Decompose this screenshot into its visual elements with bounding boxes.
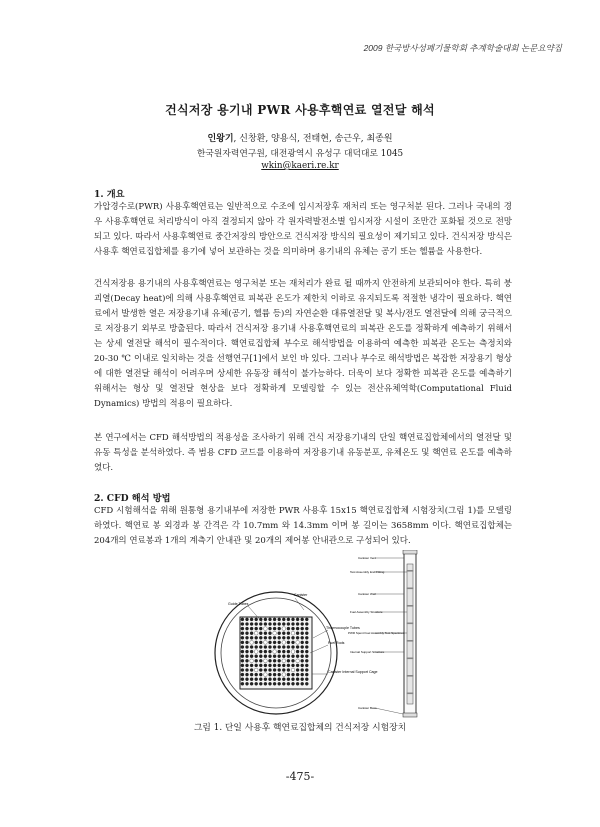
fuel-rod <box>282 664 285 667</box>
guide-tube <box>264 659 268 663</box>
fuel-rod <box>301 682 304 685</box>
fuel-rod <box>250 655 253 658</box>
paragraph-overview-1: 가압경수로(PWR) 사용후핵연료는 일반적으로 수조에 임시저장후 재처리 또는 영구처분 된다. 그러나 국내의 경우 사용후핵연료 처리방식이 아직 결정되지 않아 각 원자력발전소별 임시저장 시설이 조만간 포화될 것으로 전망되고 있다. 따라서 사용후핵연료 중간저장의 방안으로 건식저장 방식의 필요성이 제기되고 있다. 건식저장 방식은 사용후 핵연료집합체를 용기에 넣어 보관하는 것을 의미하며 용기내의 유체는 공기 또는 헬륨을 사용한다. <box>94 202 512 257</box>
canister-top-cap <box>403 550 417 554</box>
fuel-rod <box>268 659 271 662</box>
fuel-rod <box>305 645 308 648</box>
fuel-rod <box>278 645 281 648</box>
fuel-rod <box>268 650 271 653</box>
fuel-rod <box>282 632 285 635</box>
guide-tube <box>291 631 295 635</box>
fuel-rod <box>291 655 294 658</box>
spacer-grid <box>407 570 414 572</box>
fuel-rod <box>245 655 248 658</box>
fuel-rod <box>241 673 244 676</box>
section-heading-overview: 1. 개요 <box>94 189 125 200</box>
fuel-rod <box>245 632 248 635</box>
fuel-rod <box>259 627 262 630</box>
fuel-rod <box>305 641 308 644</box>
fuel-rod <box>282 655 285 658</box>
fuel-rod <box>268 632 271 635</box>
paragraph-overview-2: 건식저장용 용기내의 사용후핵연료는 영구처분 또는 재처리가 완료 될 때까지 안전하게 보관되어야 한다. 특히 붕괴열(Decay heat)에 의해 사용후핵연료 피복관 온도가 제한치 이하로 유지되도록 적절한 냉각이 필요하다. 핵연료에서 발생한 열은 저장용기내 유체(공기, 헬륨 등)의 자연순환 대류열전달 및 복사/전도 열전달에 의해 궁극적으로 저장용기 외부로 방출된다. 따라서 건식저장 용기내 사용후핵연료의 피복관 온도를 정확하게 예측하기 위해서는 상세 열전달 해석이 필수적이다. 핵연료집합체 부수로 해석방법을 이용하여 예측한 피복관 온도는 측정치와 20-30 ℃ 이내로 일치하는 것을 선행연구[1]에서 보인 바 있다. 그러나 부수로 해석방법은 복잡한 저장용기 형상에 대한 열전달 해석이 어려우며 상세한 유동장 해석이 불가능하다. 더욱이 보다 정확한 피복관 온도를 예측하기 위해서는 형상 및 열전달 현상을 보다 정확하게 모델링할 수 있는 전산유체역학(Computational Fluid Dynamics) 방법의 적용이 필요하다. <box>94 279 512 409</box>
label-end-fitting: Test Assembly End Fitting <box>350 570 385 574</box>
author-list <box>0 131 600 144</box>
page-number: -475- <box>285 770 315 783</box>
fuel-rod <box>273 645 276 648</box>
fuel-rod <box>301 618 304 621</box>
guide-tube <box>254 631 258 635</box>
fuel-rod <box>250 678 253 681</box>
guide-tube <box>254 650 258 654</box>
fuel-rod <box>278 655 281 658</box>
fuel-rod <box>264 682 267 685</box>
corresponding-author: 인왕기 <box>207 134 234 144</box>
guide-tube <box>296 641 300 645</box>
fuel-rod <box>305 627 308 630</box>
fuel-rod <box>296 632 299 635</box>
fuel-rod <box>296 645 299 648</box>
fuel-rod <box>255 673 258 676</box>
fuel-rod <box>250 622 253 625</box>
fuel-rod <box>241 641 244 644</box>
label-canister: Canister <box>294 593 308 597</box>
fuel-rod <box>241 668 244 671</box>
fuel-rod <box>268 645 271 648</box>
canister-base-plate <box>403 713 417 717</box>
fuel-rod <box>301 641 304 644</box>
fuel-rod <box>264 636 267 639</box>
fuel-rod <box>291 682 294 685</box>
fuel-rod <box>282 618 285 621</box>
fuel-rod <box>245 622 248 625</box>
fuel-rod <box>264 678 267 681</box>
fuel-rod <box>278 627 281 630</box>
guide-tube <box>273 631 277 635</box>
fuel-rod <box>305 632 308 635</box>
fuel-rod <box>301 673 304 676</box>
fuel-rod <box>264 664 267 667</box>
fuel-rod <box>296 627 299 630</box>
fuel-rod <box>273 627 276 630</box>
fuel-rod <box>282 636 285 639</box>
fuel-rod <box>301 659 304 662</box>
fuel-rod <box>268 636 271 639</box>
fuel-rod <box>241 618 244 621</box>
fuel-rod <box>296 650 299 653</box>
fuel-rod <box>241 650 244 653</box>
fuel-rod <box>287 632 290 635</box>
fuel-rod <box>255 682 258 685</box>
fuel-rod <box>287 645 290 648</box>
fuel-rod <box>255 627 258 630</box>
fuel-rod <box>259 636 262 639</box>
fuel-rod <box>301 632 304 635</box>
guide-tube <box>282 659 286 663</box>
fuel-rod <box>291 659 294 662</box>
fuel-rod <box>245 627 248 630</box>
author-email[interactable]: wkin@kaeri.re.kr <box>261 161 339 171</box>
paragraph-cfd-method-1: CFD 시험해석을 위해 원통형 용기내부에 저장한 PWR 사용후 15x15 핵연료집합체 시험장치(그림 1)를 모델링하였다. 핵연료 봉 외경과 봉 간격은 각 10.7mm 와 14.3mm 이며 봉 길이는 3658mm 이다. 핵연료집합체는 204개의 연료봉과 1개의 계측기 안내관 및 20개의 제어봉 안내관으로 구성되어 있다. <box>94 506 512 546</box>
guide-tube <box>282 641 286 645</box>
fuel-rod <box>278 636 281 639</box>
fuel-rod <box>250 636 253 639</box>
fuel-rod <box>245 668 248 671</box>
fuel-rod <box>264 650 267 653</box>
fuel-rod <box>282 645 285 648</box>
fuel-assembly-side <box>407 564 413 704</box>
fuel-rod <box>250 618 253 621</box>
fuel-rod <box>245 673 248 676</box>
fuel-rod <box>273 664 276 667</box>
guide-tube <box>250 641 254 645</box>
fuel-rod <box>278 618 281 621</box>
fuel-rod <box>268 682 271 685</box>
fuel-rod <box>291 618 294 621</box>
fuel-rod <box>268 673 271 676</box>
fuel-rod <box>301 668 304 671</box>
fuel-rod <box>305 618 308 621</box>
fuel-rod <box>305 678 308 681</box>
fuel-rod <box>296 618 299 621</box>
fuel-rod <box>287 641 290 644</box>
fuel-rod <box>287 627 290 630</box>
fuel-rod <box>278 664 281 667</box>
fuel-rod <box>241 659 244 662</box>
fuel-rod <box>278 682 281 685</box>
fuel-rod <box>301 664 304 667</box>
fuel-rod <box>301 636 304 639</box>
fuel-rod <box>278 678 281 681</box>
fuel-rod <box>291 673 294 676</box>
fuel-rod <box>241 678 244 681</box>
fuel-rod <box>245 645 248 648</box>
fuel-rod <box>287 659 290 662</box>
fuel-rod <box>268 668 271 671</box>
fuel-rod <box>296 673 299 676</box>
fuel-rod <box>245 636 248 639</box>
paragraph-overview-3: 본 연구에서는 CFD 해석방법의 적용성을 조사하기 위해 건식 저장용기내의 단일 핵연료집합체에서의 열전달 및 유동 특성을 분석하였다. 즉 범용 CFD 코드를 이용하여 저장용기내 유동분포, 유체온도 및 핵연료 온도를 예측하였다. <box>94 433 512 473</box>
label-fuel-assembly-structure: Fuel Assembly Structure <box>350 610 383 614</box>
label-canister-wall: Canister Wall <box>358 592 376 596</box>
fuel-rod <box>241 682 244 685</box>
fuel-rod <box>241 645 244 648</box>
fuel-rod <box>255 618 258 621</box>
fuel-rod <box>296 655 299 658</box>
fuel-rod <box>245 682 248 685</box>
fuel-rod <box>241 632 244 635</box>
fuel-rod <box>268 664 271 667</box>
fuel-rod <box>278 622 281 625</box>
fuel-rod <box>273 682 276 685</box>
fuel-rod <box>278 632 281 635</box>
fuel-rod <box>264 632 267 635</box>
fuel-rod <box>255 636 258 639</box>
fuel-rod <box>259 641 262 644</box>
fuel-rod <box>250 673 253 676</box>
running-header: 2009 한국방사성폐기물학회 추계학술대회 논문요약집 <box>363 43 562 53</box>
figure-test-apparatus <box>200 550 440 718</box>
fuel-rod <box>259 650 262 653</box>
fuel-rod <box>250 632 253 635</box>
fuel-rod <box>291 678 294 681</box>
fuel-rod <box>268 622 271 625</box>
fuel-rod <box>305 650 308 653</box>
guide-tube <box>250 659 254 663</box>
fuel-rod <box>255 678 258 681</box>
fuel-rod <box>259 659 262 662</box>
fuel-rod <box>291 627 294 630</box>
fuel-rod <box>255 622 258 625</box>
fuel-rod <box>291 645 294 648</box>
guide-tube <box>282 627 286 631</box>
fuel-rod <box>301 655 304 658</box>
fuel-rod <box>250 650 253 653</box>
fuel-rod <box>287 622 290 625</box>
fuel-rod <box>250 668 253 671</box>
spacer-grid <box>407 675 414 677</box>
fuel-rod <box>273 622 276 625</box>
fuel-rod <box>255 659 258 662</box>
fuel-rod <box>245 650 248 653</box>
label-canister-base: Canister Base <box>358 706 377 710</box>
fuel-rod <box>287 673 290 676</box>
section-heading-cfd-method: 2. CFD 해석 방법 <box>94 493 171 504</box>
fuel-rod <box>305 636 308 639</box>
fuel-rod <box>268 641 271 644</box>
label-fuel-rods: Fuel Rods <box>328 641 345 645</box>
spacer-grid <box>407 605 414 607</box>
fuel-rod <box>255 641 258 644</box>
fuel-rod <box>273 641 276 644</box>
guide-tube <box>264 673 268 677</box>
fuel-rod <box>255 645 258 648</box>
spacer-grid <box>407 693 414 695</box>
fuel-rod <box>259 622 262 625</box>
fuel-rod <box>287 655 290 658</box>
label-guide-tubes: Guide Tubes <box>228 602 249 606</box>
fuel-rod <box>273 678 276 681</box>
fuel-rod <box>296 682 299 685</box>
guide-tube <box>254 668 258 672</box>
figure-caption: 그림 1. 단일 사용후 핵연료집합체의 건식저장 시험장치 <box>193 723 407 733</box>
fuel-rod <box>245 678 248 681</box>
fuel-rod <box>241 627 244 630</box>
fuel-rod <box>259 645 262 648</box>
fuel-rod <box>305 664 308 667</box>
fuel-rod <box>278 659 281 662</box>
fuel-rod <box>259 682 262 685</box>
spacer-grid <box>407 588 414 590</box>
spacer-grid <box>407 623 414 625</box>
fuel-rod <box>259 632 262 635</box>
guide-tube <box>264 627 268 631</box>
fuel-rod <box>287 682 290 685</box>
fuel-rod <box>250 645 253 648</box>
fuel-rod <box>296 678 299 681</box>
fuel-rod <box>264 622 267 625</box>
fuel-rod <box>305 655 308 658</box>
fuel-rod <box>250 664 253 667</box>
fuel-rod <box>282 678 285 681</box>
fuel-rod <box>287 636 290 639</box>
fuel-rod <box>291 636 294 639</box>
fuel-rod <box>291 622 294 625</box>
fuel-rod <box>296 664 299 667</box>
guide-tube <box>291 650 295 654</box>
fuel-rod <box>282 668 285 671</box>
label-internal-support: Canister Internal Support Cage <box>328 670 378 674</box>
fuel-rod <box>282 622 285 625</box>
label-canister-vent: Canister Vent <box>358 556 377 560</box>
fuel-rod <box>268 655 271 658</box>
fuel-rod <box>241 664 244 667</box>
figure-drawing <box>200 550 440 718</box>
fuel-rod <box>245 664 248 667</box>
fuel-rod <box>259 678 262 681</box>
fuel-rod <box>241 655 244 658</box>
fuel-rod <box>273 618 276 621</box>
fuel-rod <box>278 668 281 671</box>
guide-tube <box>296 659 300 663</box>
fuel-rod <box>259 664 262 667</box>
fuel-rod <box>278 673 281 676</box>
fuel-rod <box>305 682 308 685</box>
fuel-rod <box>255 664 258 667</box>
fuel-rod-grid <box>241 618 309 686</box>
guide-tube <box>264 641 268 645</box>
fuel-rod <box>245 618 248 621</box>
fuel-rod <box>305 622 308 625</box>
fuel-rod <box>264 655 267 658</box>
fuel-rod <box>264 668 267 671</box>
fuel-rod <box>264 645 267 648</box>
fuel-rod <box>296 622 299 625</box>
fuel-rod <box>282 650 285 653</box>
fuel-rod <box>273 673 276 676</box>
fuel-rod <box>259 668 262 671</box>
fuel-rod <box>255 655 258 658</box>
label-thermocouple-tubes: Thermocouple Tubes <box>326 626 360 630</box>
fuel-rod <box>291 664 294 667</box>
fuel-rod <box>301 622 304 625</box>
fuel-rod <box>268 618 271 621</box>
fuel-rod <box>264 618 267 621</box>
guide-tube <box>291 668 295 672</box>
fuel-rod <box>241 636 244 639</box>
fuel-rod <box>245 659 248 662</box>
label-spent-fuel-specimen: PWR Spent Fuel Assembly Test Specimen <box>348 631 405 635</box>
fuel-rod <box>245 641 248 644</box>
fuel-rod <box>282 682 285 685</box>
fuel-rod <box>268 678 271 681</box>
fuel-rod <box>273 668 276 671</box>
spacer-grid <box>407 640 414 642</box>
fuel-rod <box>291 641 294 644</box>
guide-tube <box>273 650 277 654</box>
fuel-rod <box>287 668 290 671</box>
fuel-rod <box>301 627 304 630</box>
fuel-rod <box>301 678 304 681</box>
fuel-rod <box>273 636 276 639</box>
label-internal-support-structure: Internal Support Structure <box>350 650 385 654</box>
fuel-rod <box>268 627 271 630</box>
fuel-rod <box>296 636 299 639</box>
fuel-rod <box>287 650 290 653</box>
co-authors: , 신창환, 양용식, 전태현, 송근우, 최종원 <box>233 134 393 144</box>
fuel-rod <box>259 655 262 658</box>
fuel-rod <box>287 678 290 681</box>
affiliation: 한국원자력연구원, 대전광역시 유성구 대덕대로 1045 <box>196 149 404 159</box>
fuel-rod <box>273 659 276 662</box>
fuel-rod <box>241 622 244 625</box>
fuel-rod <box>278 641 281 644</box>
fuel-rod <box>305 659 308 662</box>
fuel-rod <box>301 645 304 648</box>
fuel-rod <box>296 668 299 671</box>
fuel-rod <box>250 682 253 685</box>
fuel-rod <box>301 650 304 653</box>
guide-tube <box>282 673 286 677</box>
fuel-rod <box>305 668 308 671</box>
spacer-grid <box>407 658 414 660</box>
fuel-rod <box>305 673 308 676</box>
paper-title: 건식저장 용기내 PWR 사용후핵연료 열전달 해석 <box>165 103 435 117</box>
fuel-rod <box>250 627 253 630</box>
fuel-rod <box>259 673 262 676</box>
fuel-rod <box>273 655 276 658</box>
fuel-rod <box>287 664 290 667</box>
fuel-rod <box>287 618 290 621</box>
fuel-rod <box>278 650 281 653</box>
